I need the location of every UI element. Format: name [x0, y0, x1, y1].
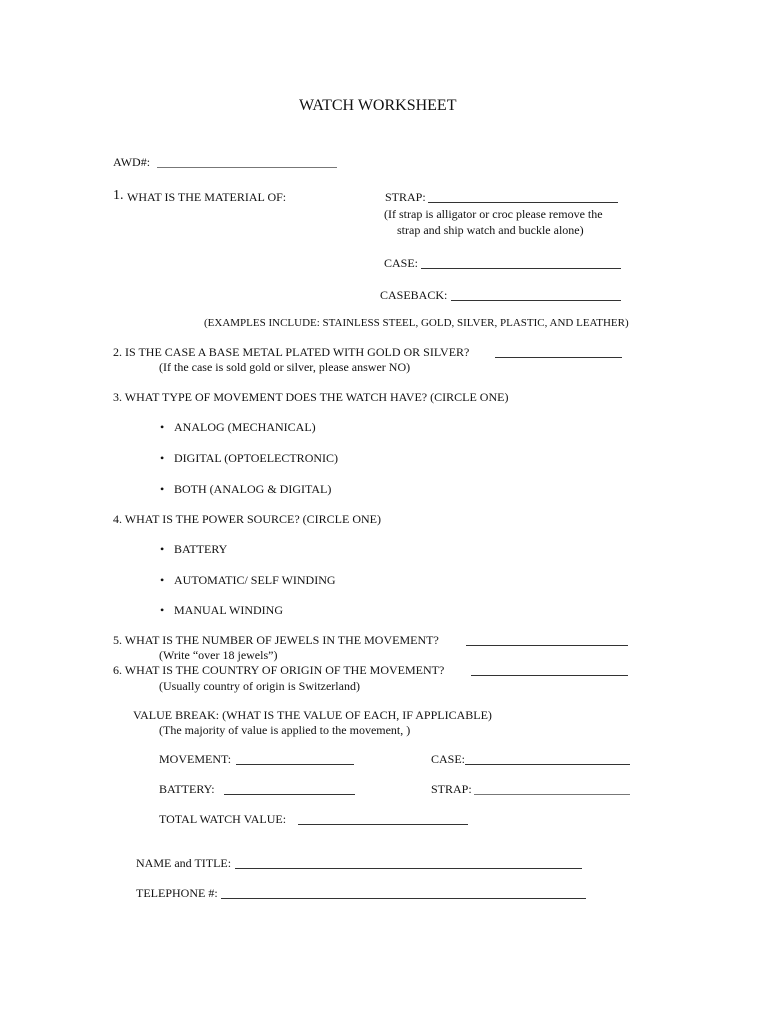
bullet-icon: • [160, 451, 165, 465]
caseback-label: CASEBACK: [380, 288, 448, 302]
q3-option-both[interactable]: BOTH (ANALOG & DIGITAL) [174, 482, 332, 496]
q3-option-analog[interactable]: ANALOG (MECHANICAL) [174, 420, 316, 434]
q3-option-digital[interactable]: DIGITAL (OPTOELECTRONIC) [174, 451, 339, 465]
case-label: CASE: [384, 256, 419, 270]
q4-option-automatic[interactable]: AUTOMATIC/ SELF WINDING [174, 573, 336, 587]
page-title: WATCH WORKSHEET [299, 97, 457, 114]
movement-value-label: MOVEMENT: [159, 752, 232, 766]
bullet-icon: • [160, 482, 165, 496]
case-value-label: CASE: [431, 752, 466, 766]
q5-question: 5. WHAT IS THE NUMBER OF JEWELS IN THE MOVEMENT? [113, 633, 439, 647]
battery-value-label: BATTERY: [159, 782, 215, 796]
caseback-material-field[interactable] [451, 300, 621, 301]
q4-option-battery[interactable]: BATTERY [174, 542, 228, 556]
awd-field[interactable] [157, 167, 337, 168]
q1-number: 1. [113, 188, 124, 203]
strap-value-field[interactable] [474, 794, 630, 795]
telephone-field[interactable] [221, 898, 586, 899]
q3-question: 3. WHAT TYPE OF MOVEMENT DOES THE WATCH HAVE? (CIRCLE ONE) [113, 390, 509, 404]
strap-label: STRAP: [385, 190, 426, 204]
q4-option-manual[interactable]: MANUAL WINDING [174, 603, 283, 617]
q2-question: 2. IS THE CASE A BASE METAL PLATED WITH GOLD OR SILVER? [113, 345, 470, 359]
case-value-field[interactable] [465, 764, 630, 765]
strap-value-label: STRAP: [431, 782, 472, 796]
bullet-icon: • [160, 603, 165, 617]
awd-label: AWD#: [113, 155, 151, 169]
q2-answer-field[interactable] [495, 357, 622, 358]
q5-note: (Write “over 18 jewels”) [159, 648, 278, 662]
value-break-note: (The majority of value is applied to the movement, ) [159, 723, 411, 737]
q6-answer-field[interactable] [471, 675, 628, 676]
strap-note-1: (If strap is alligator or croc please remove the [384, 207, 603, 221]
name-title-field[interactable] [235, 868, 582, 869]
total-value-field[interactable] [298, 824, 468, 825]
bullet-icon: • [160, 573, 165, 587]
q2-note: (If the case is sold gold or silver, please answer NO) [159, 360, 411, 374]
bullet-icon: • [160, 542, 165, 556]
case-material-field[interactable] [421, 268, 621, 269]
q6-question: 6. WHAT IS THE COUNTRY OF ORIGIN OF THE MOVEMENT? [113, 663, 445, 677]
q5-answer-field[interactable] [466, 645, 628, 646]
q4-question: 4. WHAT IS THE POWER SOURCE? (CIRCLE ONE) [113, 512, 381, 526]
movement-value-field[interactable] [236, 764, 354, 765]
total-value-label: TOTAL WATCH VALUE: [159, 812, 287, 826]
name-title-label: NAME and TITLE: [136, 856, 232, 870]
strap-material-field[interactable] [428, 202, 618, 203]
q6-note: (Usually country of origin is Switzerland) [159, 679, 360, 693]
battery-value-field[interactable] [224, 794, 355, 795]
material-examples: (EXAMPLES INCLUDE: STAINLESS STEEL, GOLD, SILVER, PLASTIC, AND LEATHER) [204, 317, 629, 329]
q1-label: WHAT IS THE MATERIAL OF: [127, 190, 287, 204]
value-break-heading: VALUE BREAK: (WHAT IS THE VALUE OF EACH, IF APPLICABLE) [133, 708, 492, 722]
strap-note-2: strap and ship watch and buckle alone) [397, 223, 584, 237]
bullet-icon: • [160, 420, 165, 434]
telephone-label: TELEPHONE #: [136, 886, 218, 900]
